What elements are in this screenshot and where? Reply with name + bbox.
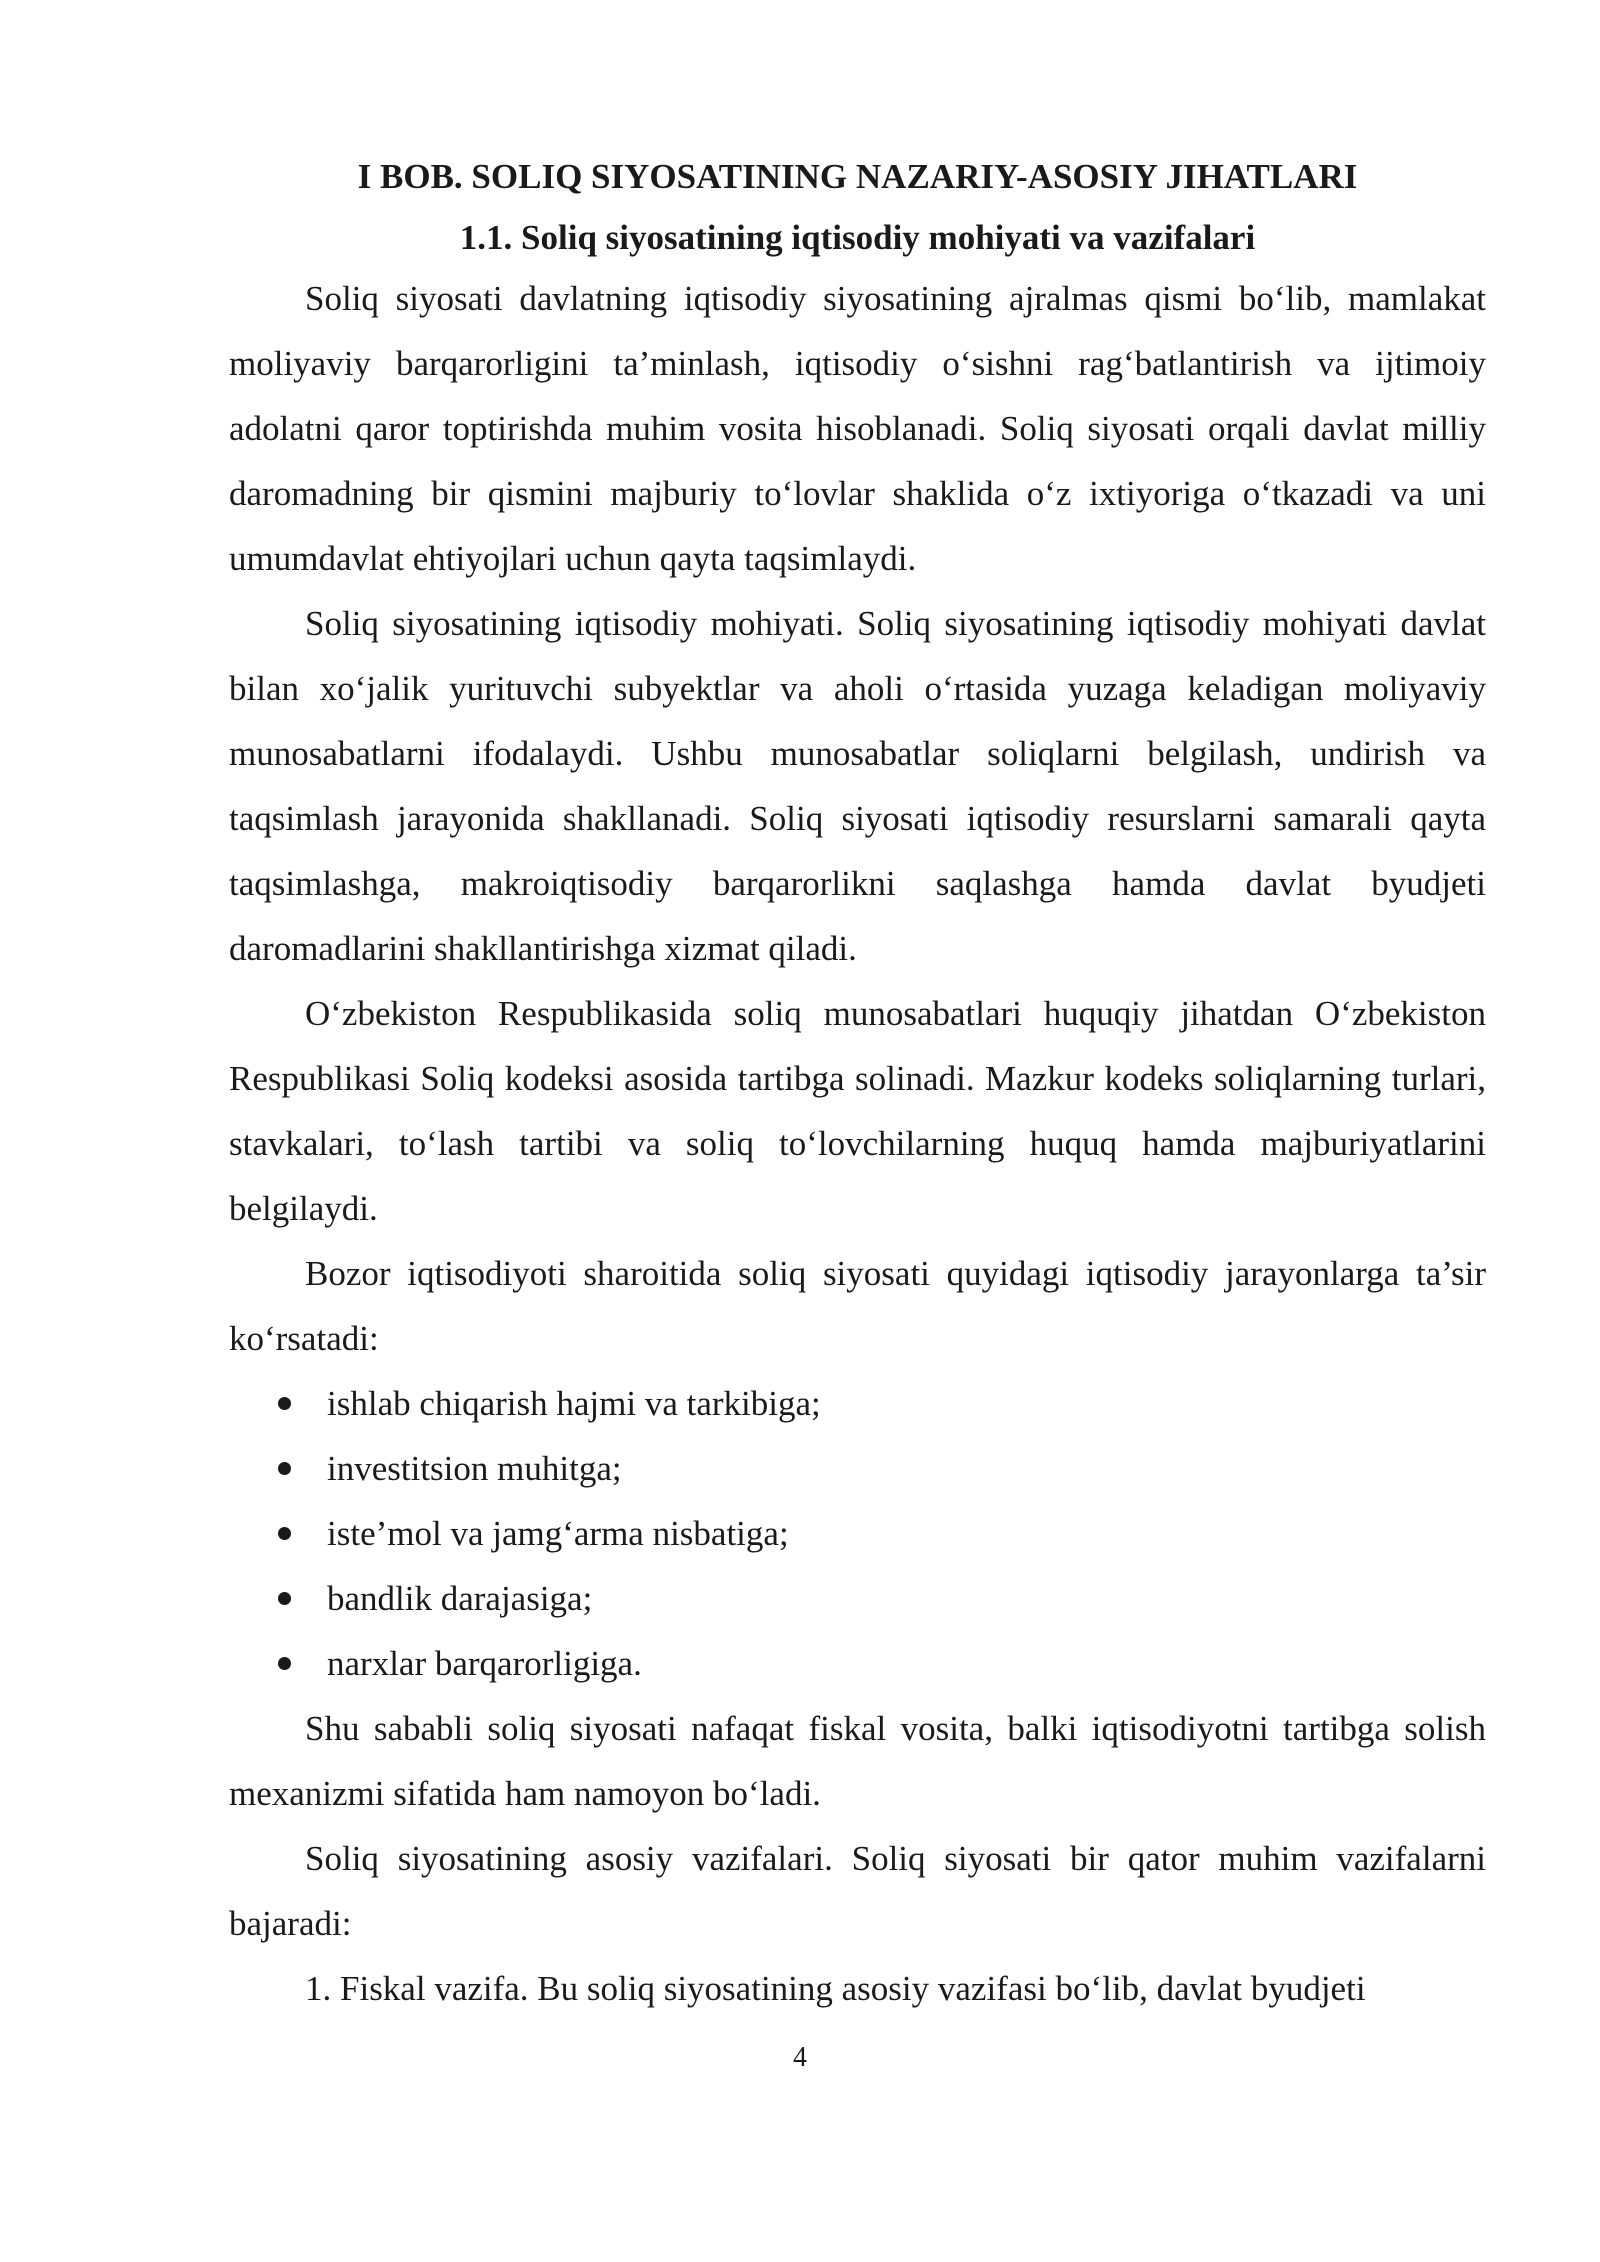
influence-list bbox=[229, 1371, 1486, 1696]
bullet-icon bbox=[278, 1462, 291, 1475]
list-item-text: ishlab chiqarish hajmi va tarkibiga; bbox=[327, 1384, 821, 1423]
list-item bbox=[229, 1436, 1486, 1501]
list-item bbox=[229, 1631, 1486, 1696]
bullet-icon bbox=[278, 1657, 291, 1670]
page-number: 4 bbox=[793, 2042, 807, 2073]
bullet-icon bbox=[278, 1527, 291, 1540]
bullet-icon bbox=[278, 1592, 291, 1605]
bullet-icon bbox=[278, 1397, 291, 1410]
list-item-text: bandlik darajasiga; bbox=[327, 1579, 593, 1618]
paragraph-regulation: Shu sababli soliq siyosati nafaqat fiskal vosita, balki iqtisodiyotni tartibga solish mexanizmi sifatida ham namoyon bo‘ladi. bbox=[229, 1709, 1486, 1813]
list-item bbox=[229, 1371, 1486, 1436]
list-item-text: iste’mol va jamg‘arma nisbatiga; bbox=[327, 1514, 789, 1553]
list-item-text: investitsion muhitga; bbox=[327, 1449, 622, 1488]
section-title: 1.1. Soliq siyosatining iqtisodiy mohiyati va vazifalari bbox=[459, 218, 1256, 257]
paragraph-economic-essence: Soliq siyosatining iqtisodiy mohiyati. Soliq siyosatining iqtisodiy mohiyati davlat bilan xo‘jalik yurituvchi subyektlar va aholi o‘rtasida yuzaga keladigan moliyaviy munosabatlarni ifodalaydi. Ushbu munosabatlar soliqlarni belgilash, undirish va taqsimlash jarayonida shakllanadi. Soliq siyosati iqtisodiy resurslarni samarali qayta taqsimlashga, makroiqtisodiy barqarorlikni saqlashga hamda davlat byudjeti daromadlarini shakllantirishga xizmat qiladi. bbox=[229, 604, 1486, 968]
paragraph-market-influence: Bozor iqtisodiyoti sharoitida soliq siyosati quyidagi iqtisodiy jarayonlarga ta’sir ko‘rsatadi: bbox=[229, 1254, 1486, 1358]
paragraph-main-functions: Soliq siyosatining asosiy vazifalari. Soliq siyosati bir qator muhim vazifalarni bajaradi: bbox=[229, 1839, 1486, 1943]
chapter-title: I BOB. SOLIQ SIYOSATINING NAZARIY-ASOSIY JIHATLARI bbox=[357, 157, 1358, 196]
paragraph-legal-basis: O‘zbekiston Respublikasida soliq munosabatlari huquqiy jihatdan O‘zbekiston Respublikasi Soliq kodeksi asosida tartibga solinadi. Mazkur kodeks soliqlarning turlari, stavkalari, to‘lash tartibi va soliq to‘lovchilarning huquq hamda majburiyatlarini belgilaydi. bbox=[229, 994, 1486, 1228]
list-item bbox=[229, 1501, 1486, 1566]
list-item-text: narxlar barqarorligiga. bbox=[327, 1644, 642, 1683]
paragraph-intro: Soliq siyosati davlatning iqtisodiy siyosatining ajralmas qismi bo‘lib, mamlakat moliyaviy barqarorligini ta’minlash, iqtisodiy o‘sishni rag‘batlantirish va ijtimoiy adolatni qaror toptirishda muhim vosita hisoblanadi. Soliq siyosati orqali davlat milliy daromadning bir qismini majburiy to‘lovlar shaklida o‘z ixtiyoriga o‘tkazadi va uni umumdavlat ehtiyojlari uchun qayta taqsimlaydi. bbox=[229, 279, 1486, 578]
document-page bbox=[229, 150, 1486, 2021]
list-item bbox=[229, 1566, 1486, 1631]
paragraph-fiscal-function: 1. Fiskal vazifa. Bu soliq siyosatining asosiy vazifasi bo‘lib, davlat byudjeti bbox=[305, 1969, 1366, 2008]
